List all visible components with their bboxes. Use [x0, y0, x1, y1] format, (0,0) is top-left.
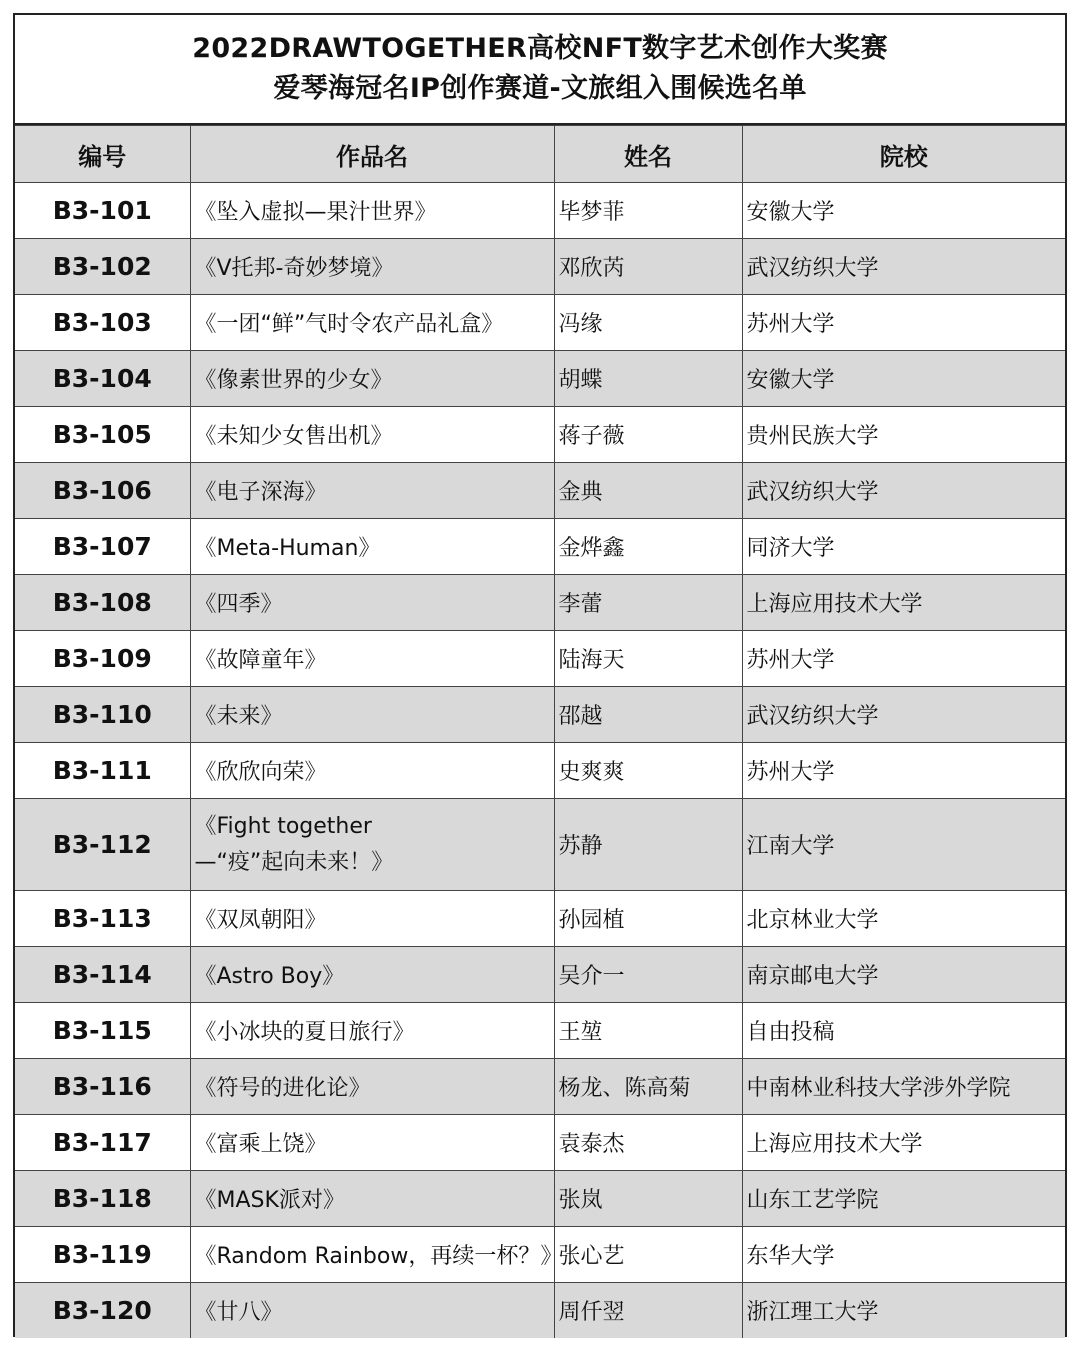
school-name: 中南林业科技大学涉外学院: [742, 1059, 1065, 1115]
author-name: 吴介一: [554, 947, 742, 1003]
work-title: 《一团“鲜”气时令农产品礼盒》: [190, 295, 554, 351]
header-row: [15, 126, 1065, 183]
author-name: 蒋子薇: [554, 407, 742, 463]
work-title: 《V托邦-奇妙梦境》: [190, 239, 554, 295]
entry-id: B3-114: [15, 947, 190, 1003]
entry-id: B3-105: [15, 407, 190, 463]
table-row: [15, 1059, 1065, 1115]
school-name: 武汉纺织大学: [742, 463, 1065, 519]
entry-id: B3-104: [15, 351, 190, 407]
table-row: [15, 743, 1065, 799]
work-title: 《坠入虚拟—果汁世界》: [190, 183, 554, 239]
school-name: 江南大学: [742, 799, 1065, 891]
work-title: 《未知少女售出机》: [190, 407, 554, 463]
title-line-1: 2022DRAWTOGETHER高校NFT数字艺术创作大奖赛: [192, 33, 888, 64]
work-title: 《富乘上饶》: [190, 1115, 554, 1171]
school-name: 苏州大学: [742, 295, 1065, 351]
work-title-line-1: 《Fight together: [194, 813, 372, 839]
author-name: 杨龙、陈高菊: [554, 1059, 742, 1115]
work-title: 《Random Rainbow，再续一杯？》: [190, 1227, 554, 1283]
entry-id: B3-103: [15, 295, 190, 351]
entry-id: B3-120: [15, 1283, 190, 1339]
table-row: [15, 891, 1065, 947]
work-title: 《故障童年》: [190, 631, 554, 687]
entry-id: B3-115: [15, 1003, 190, 1059]
author-name: 史爽爽: [554, 743, 742, 799]
school-name: 南京邮电大学: [742, 947, 1065, 1003]
entry-id: B3-108: [15, 575, 190, 631]
work-title: 《符号的进化论》: [190, 1059, 554, 1115]
header-id: 编号: [15, 126, 190, 183]
table-row: [15, 519, 1065, 575]
author-name: 袁泰杰: [554, 1115, 742, 1171]
entry-id: B3-119: [15, 1227, 190, 1283]
author-name: 张心艺: [554, 1227, 742, 1283]
work-title-line-2: —“疫”起向未来！》: [194, 849, 394, 875]
entry-id: B3-110: [15, 687, 190, 743]
work-title: 《廿八》: [190, 1283, 554, 1339]
table-row: [15, 183, 1065, 239]
table-row: [15, 463, 1065, 519]
entry-id: B3-102: [15, 239, 190, 295]
school-name: 北京林业大学: [742, 891, 1065, 947]
table-row: [15, 947, 1065, 1003]
author-name: 张岚: [554, 1171, 742, 1227]
work-title: 《四季》: [190, 575, 554, 631]
author-name: 王堃: [554, 1003, 742, 1059]
table-row: [15, 1171, 1065, 1227]
entry-id: B3-109: [15, 631, 190, 687]
school-name: 苏州大学: [742, 743, 1065, 799]
entry-id: B3-107: [15, 519, 190, 575]
author-name: 金烨鑫: [554, 519, 742, 575]
author-name: 周仟翌: [554, 1283, 742, 1339]
author-name: 孙园植: [554, 891, 742, 947]
table-row: [15, 239, 1065, 295]
entry-id: B3-113: [15, 891, 190, 947]
table-row: [15, 631, 1065, 687]
title-line-2: 爱琴海冠名IP创作赛道-文旅组入围候选名单: [273, 73, 807, 104]
entry-id: B3-111: [15, 743, 190, 799]
author-name: 陆海天: [554, 631, 742, 687]
entry-id: B3-116: [15, 1059, 190, 1115]
nominee-list-sheet: [13, 13, 1067, 1337]
header-school: 院校: [742, 126, 1065, 183]
school-name: 安徽大学: [742, 183, 1065, 239]
table-row: [15, 1115, 1065, 1171]
school-name: 安徽大学: [742, 351, 1065, 407]
table-row: [15, 407, 1065, 463]
work-title: 《Astro Boy》: [190, 947, 554, 1003]
table-row: [15, 1227, 1065, 1283]
author-name: 李蕾: [554, 575, 742, 631]
school-name: 浙江理工大学: [742, 1283, 1065, 1339]
author-name: 毕梦菲: [554, 183, 742, 239]
school-name: 贵州民族大学: [742, 407, 1065, 463]
school-name: 上海应用技术大学: [742, 575, 1065, 631]
school-name: 自由投稿: [742, 1003, 1065, 1059]
table-row: [15, 799, 1065, 891]
header-name: 姓名: [554, 126, 742, 183]
work-title: 《电子深海》: [190, 463, 554, 519]
header-work: 作品名: [190, 126, 554, 183]
table-row: [15, 687, 1065, 743]
table-row: [15, 1003, 1065, 1059]
author-name: 邓欣芮: [554, 239, 742, 295]
work-title: 《小冰块的夏日旅行》: [190, 1003, 554, 1059]
work-title: 《MASK派对》: [190, 1171, 554, 1227]
author-name: 金典: [554, 463, 742, 519]
work-title: [190, 799, 554, 891]
table-row: [15, 1283, 1065, 1339]
document-title: [15, 15, 1065, 125]
work-title: 《像素世界的少女》: [190, 351, 554, 407]
work-title: 《未来》: [190, 687, 554, 743]
school-name: 同济大学: [742, 519, 1065, 575]
work-title: 《欣欣向荣》: [190, 743, 554, 799]
nominee-table: [15, 125, 1065, 1338]
school-name: 苏州大学: [742, 631, 1065, 687]
table-row: [15, 351, 1065, 407]
school-name: 武汉纺织大学: [742, 239, 1065, 295]
work-title: 《Meta-Human》: [190, 519, 554, 575]
entry-id: B3-117: [15, 1115, 190, 1171]
author-name: 苏静: [554, 799, 742, 891]
table-row: [15, 295, 1065, 351]
school-name: 东华大学: [742, 1227, 1065, 1283]
school-name: 上海应用技术大学: [742, 1115, 1065, 1171]
school-name: 山东工艺学院: [742, 1171, 1065, 1227]
entry-id: B3-101: [15, 183, 190, 239]
author-name: 邵越: [554, 687, 742, 743]
entry-id: B3-106: [15, 463, 190, 519]
author-name: 冯缘: [554, 295, 742, 351]
author-name: 胡蝶: [554, 351, 742, 407]
entry-id: B3-112: [15, 799, 190, 891]
entry-id: B3-118: [15, 1171, 190, 1227]
work-title: 《双凤朝阳》: [190, 891, 554, 947]
table-row: [15, 575, 1065, 631]
school-name: 武汉纺织大学: [742, 687, 1065, 743]
